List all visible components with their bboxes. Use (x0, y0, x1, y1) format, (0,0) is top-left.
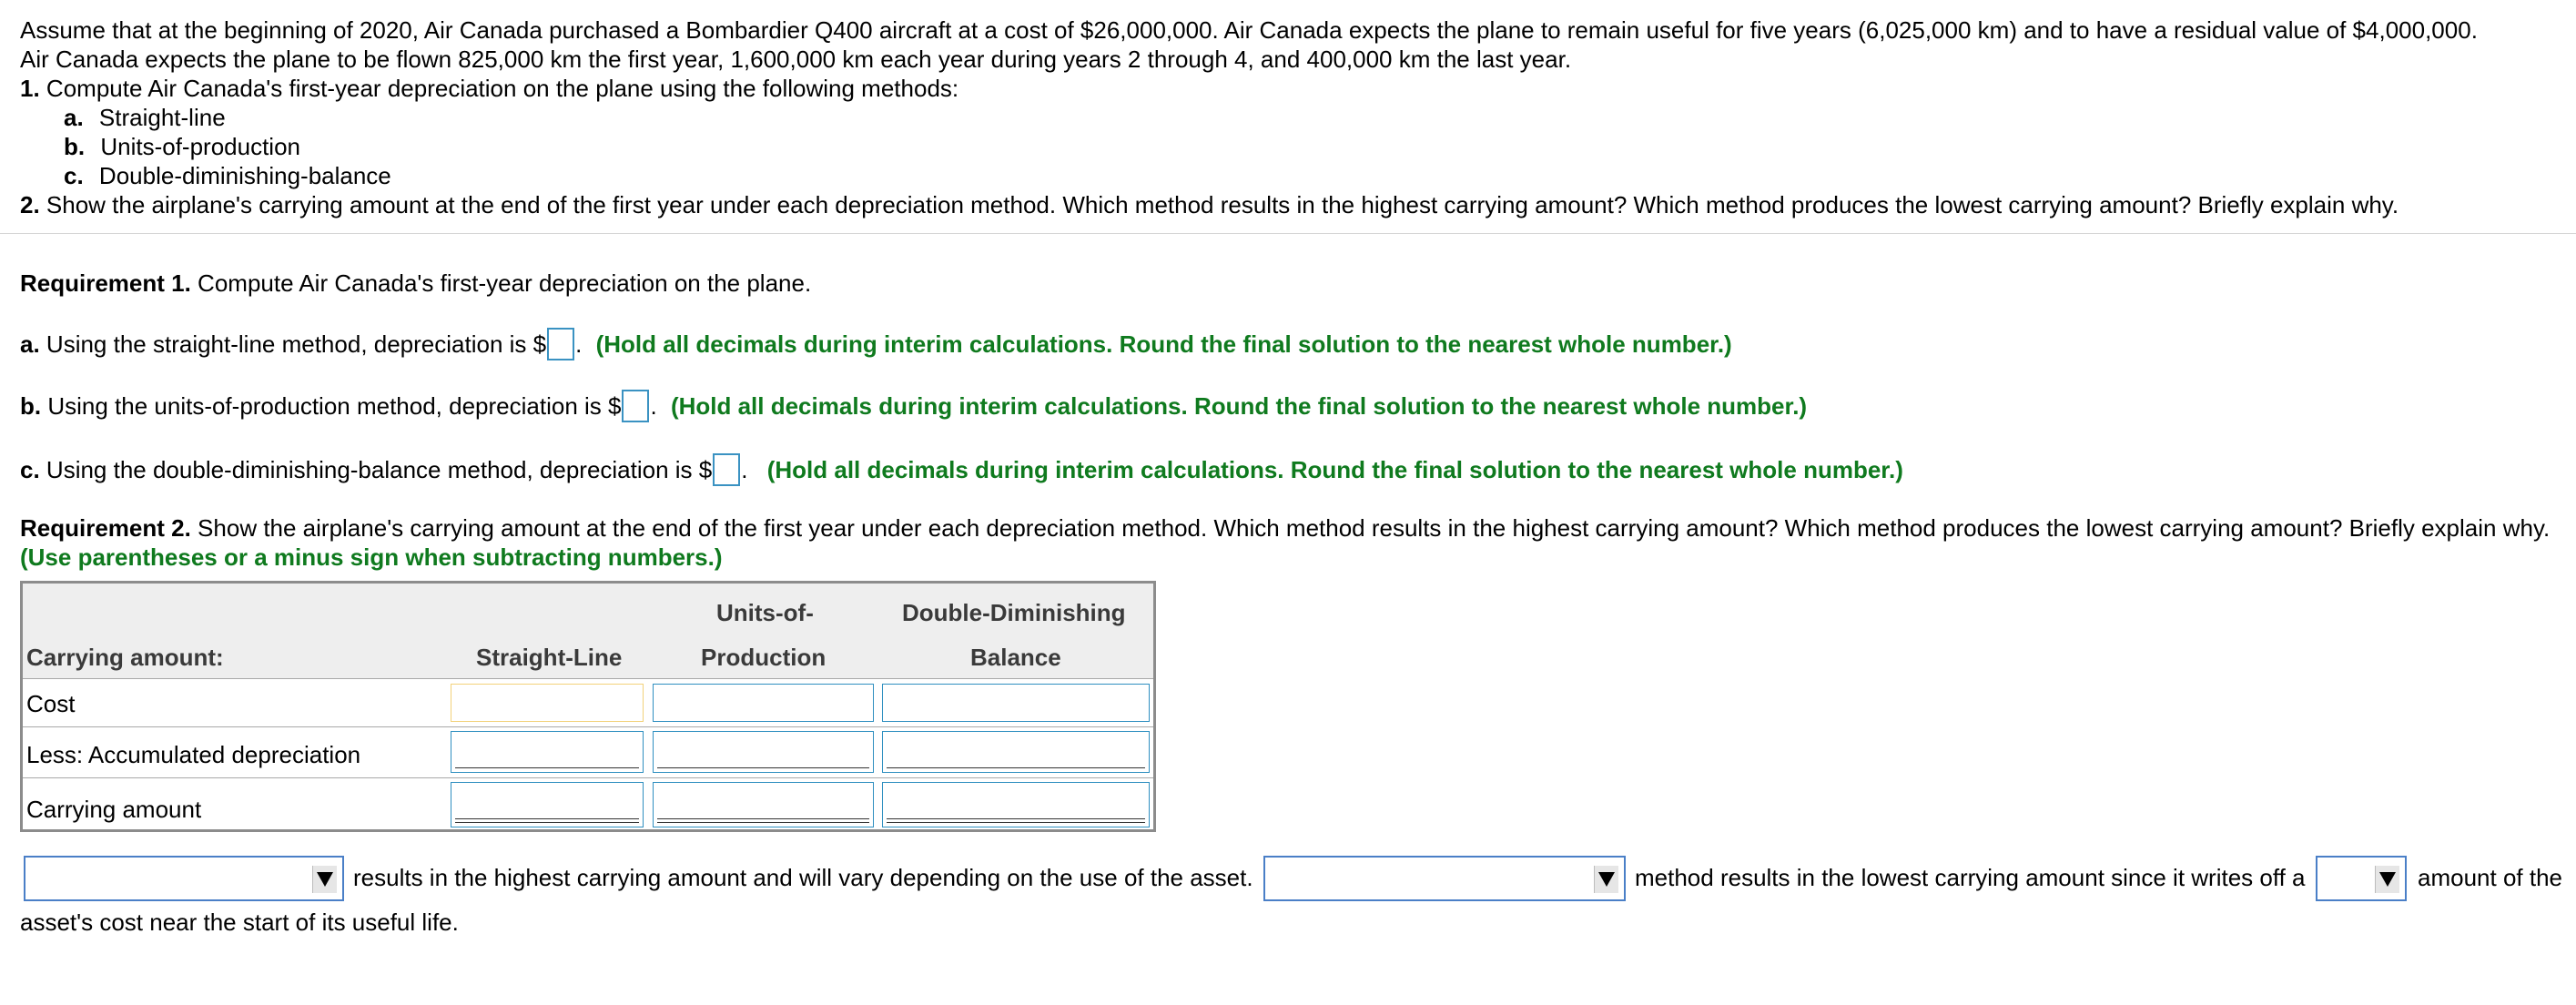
question-letter: b. (20, 392, 42, 420)
conclusion-text-3: amount of the (2418, 864, 2562, 891)
problem-line-2: Air Canada expects the plane to be flown 825,000 km the first year, 1,600,000 km each year during years 2 through 4, and 400,000 km the last year. (20, 46, 1572, 73)
units-of-production-question (20, 390, 1807, 422)
column-header-units-line2: Production (701, 644, 827, 671)
row-label-accumulated-depreciation: Less: Accumulated depreciation (26, 741, 361, 768)
rounding-hint: (Hold all decimals during interim calculations. Round the final solution to the nearest whole number.) (595, 330, 1732, 358)
requirement-1-text: Compute Air Canada's first-year depreciation on the plane. (190, 269, 812, 297)
section-divider (0, 233, 2576, 234)
period: . (575, 330, 583, 358)
question-text: Using the double-diminishing-balance method, depreciation is $ (39, 456, 713, 483)
question-1 (20, 74, 958, 103)
requirement-1-heading (20, 269, 811, 298)
method-item-b (64, 132, 300, 161)
question-2-number: 2. (20, 191, 40, 218)
lowest-carrying-method-select[interactable] (1263, 856, 1626, 901)
column-header-carrying-amount: Carrying amount: (26, 644, 224, 671)
method-item-letter: b. (64, 133, 86, 160)
row-label-cost: Cost (26, 690, 76, 717)
conclusion-text-2: method results in the lowest carrying amount since it writes off a (1635, 864, 2306, 891)
rounding-hint: (Hold all decimals during interim calculations. Round the final solution to the nearest whole number.) (766, 456, 1903, 483)
double-diminishing-depreciation-input[interactable] (713, 453, 740, 486)
requirement-2-heading (20, 513, 2550, 543)
units-of-production-depreciation-input[interactable] (622, 390, 649, 422)
straight-line-depreciation-input[interactable] (547, 328, 574, 360)
method-item-a (64, 103, 226, 132)
question-text: Using the straight-line method, depreciation is $ (39, 330, 547, 358)
method-item-letter: c. (64, 162, 84, 189)
requirement-2-label: Requirement 2. (20, 514, 191, 542)
amount-size-select[interactable] (2316, 856, 2407, 901)
row-divider (23, 777, 1153, 778)
question-text: Using the units-of-production method, depreciation is $ (41, 392, 622, 420)
method-item-letter: a. (64, 104, 84, 131)
column-header-ddb-line2: Balance (970, 644, 1061, 671)
carrying-amount-table (20, 581, 1156, 832)
method-item-label: Units-of-production (100, 133, 300, 160)
carrying-amount-double-diminishing-input[interactable] (882, 782, 1150, 827)
column-header-straight-line: Straight-Line (476, 644, 623, 671)
question-letter: c. (20, 456, 40, 483)
question-letter: a. (20, 330, 40, 358)
question-1-number: 1. (20, 75, 40, 102)
rounding-hint: (Hold all decimals during interim calculations. Round the final solution to the nearest whole number.) (670, 392, 1808, 420)
double-diminishing-question (20, 453, 1903, 486)
requirement-2-text: Show the airplane's carrying amount at the end of the first year under each depreciation method. Which method results in the highest carrying amount? Which method produces the lowest carrying amount? Briefly explain why. (190, 514, 2551, 542)
row-label-carrying-amount: Carrying amount (26, 796, 202, 823)
accumulated-depreciation-units-of-production-input[interactable] (653, 731, 874, 773)
period: . (650, 392, 657, 420)
dropdown-arrow-icon[interactable] (2375, 866, 2399, 893)
carrying-amount-straight-line-input[interactable] (451, 782, 644, 827)
highest-carrying-method-select[interactable] (24, 856, 344, 901)
row-divider (23, 726, 1153, 727)
accumulated-depreciation-double-diminishing-input[interactable] (882, 731, 1150, 773)
question-2-text: Show the airplane's carrying amount at the end of the first year under each depreciation method. Which method results in the highest carrying amount? Which method produces the lowest carrying amount? Briefly explain why. (46, 191, 2399, 218)
method-item-label: Straight-line (98, 104, 226, 131)
question-1-text: Compute Air Canada's first-year depreciation on the plane using the following methods: (46, 75, 959, 102)
requirement-1-label: Requirement 1. (20, 269, 191, 297)
cost-units-of-production-input[interactable] (653, 684, 874, 722)
subtraction-hint: (Use parentheses or a minus sign when subtracting numbers.) (20, 543, 723, 571)
dropdown-arrow-icon[interactable] (1594, 866, 1618, 893)
question-2 (20, 190, 2399, 219)
period: . (741, 456, 748, 483)
accumulated-depreciation-straight-line-input[interactable] (451, 731, 644, 773)
column-header-ddb-line1: Double-Diminishing (902, 599, 1126, 626)
conclusion-text-4: asset's cost near the start of its useful life. (20, 909, 459, 936)
cost-straight-line-input[interactable] (451, 684, 644, 722)
cost-double-diminishing-input[interactable] (882, 684, 1150, 722)
header-divider (23, 678, 1153, 679)
conclusion-text-1: results in the highest carrying amount and will vary depending on the use of the asset. (353, 864, 1253, 891)
dropdown-arrow-icon[interactable] (312, 866, 337, 893)
column-header-units-line1: Units-of- (716, 599, 814, 626)
straight-line-question (20, 328, 1732, 360)
problem-line-1: Assume that at the beginning of 2020, Air Canada purchased a Bombardier Q400 aircraft at a cost of $26,000,000. Air Canada expects the plane to remain useful for five years (6,025,000 km) and to have a residual value of $4,000,000. (20, 16, 2478, 44)
carrying-amount-units-of-production-input[interactable] (653, 782, 874, 827)
method-item-label: Double-diminishing-balance (98, 162, 391, 189)
method-item-c (64, 161, 391, 190)
